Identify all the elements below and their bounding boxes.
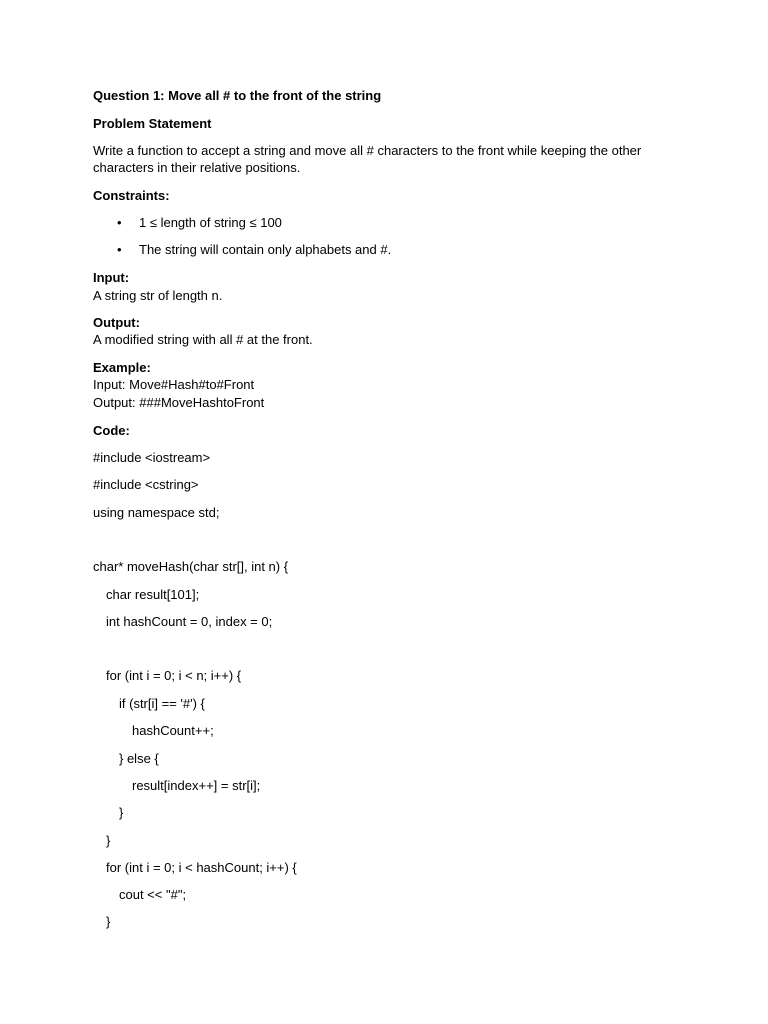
code-line: } [106, 914, 111, 929]
problem-statement-heading: Problem Statement [93, 116, 212, 131]
document-page [93, 0, 693, 1024]
code-line: char result[101]; [106, 587, 200, 602]
code-line: cout << "#"; [119, 887, 187, 902]
code-line: hashCount++; [132, 723, 214, 738]
code-heading: Code: [93, 423, 130, 438]
problem-statement-line-1: Write a function to accept a string and move all # characters to the front while keeping the other [93, 143, 642, 158]
output-heading: Output: [93, 315, 140, 330]
output-description: A modified string with all # at the front. [93, 332, 313, 347]
code-line: if (str[i] == '#') { [119, 696, 205, 711]
code-line: using namespace std; [93, 505, 220, 520]
code-line: #include <cstring> [93, 477, 199, 492]
code-line: } [119, 805, 124, 820]
code-line: int hashCount = 0, index = 0; [106, 614, 273, 629]
bullet-icon: • [117, 242, 122, 257]
example-output: Output: ###MoveHashtoFront [93, 395, 265, 410]
constraints-heading: Constraints: [93, 188, 170, 203]
code-line: } else { [119, 751, 159, 766]
bullet-icon: • [117, 215, 122, 230]
question-title: Question 1: Move all # to the front of the string [93, 88, 382, 103]
input-description: A string str of length n. [93, 288, 223, 303]
input-heading: Input: [93, 270, 130, 285]
constraint-text: 1 ≤ length of string ≤ 100 [139, 215, 282, 230]
code-line: #include <iostream> [93, 450, 211, 465]
example-input: Input: Move#Hash#to#Front [93, 377, 255, 392]
problem-statement-line-2: characters in their relative positions. [93, 160, 301, 175]
code-line: for (int i = 0; i < n; i++) { [106, 668, 242, 683]
code-line: char* moveHash(char str[], int n) { [93, 559, 289, 574]
code-line: result[index++] = str[i]; [132, 778, 261, 793]
code-line: for (int i = 0; i < hashCount; i++) { [106, 860, 297, 875]
code-line: } [106, 833, 111, 848]
example-heading: Example: [93, 360, 151, 375]
constraint-text: The string will contain only alphabets and #. [139, 242, 392, 257]
